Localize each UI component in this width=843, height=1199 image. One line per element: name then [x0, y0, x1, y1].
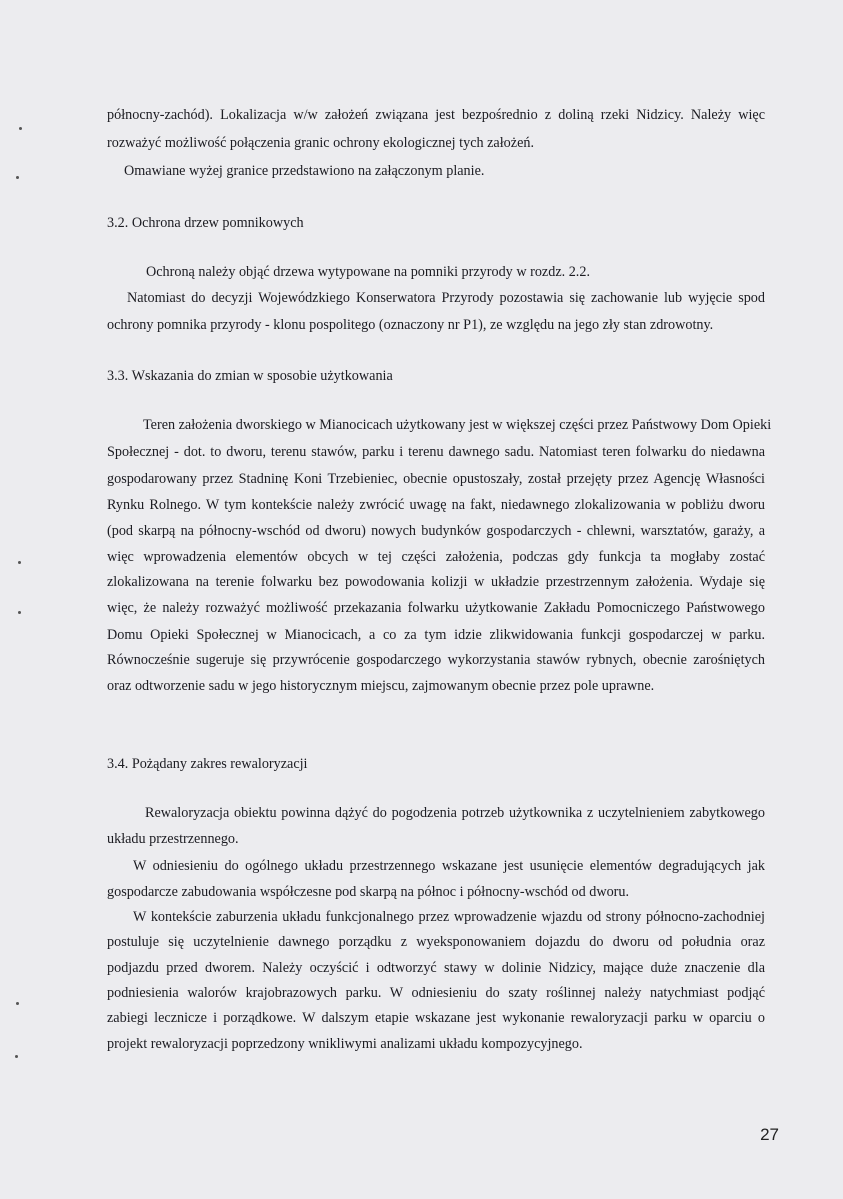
section-heading-3-3: 3.3. Wskazania do zmian w sposobie użytkowania [107, 368, 393, 384]
text-line: Ochroną należy objąć drzewa wytypowane na pomniki przyrody w rozdz. 2.2. [146, 264, 590, 280]
text-line: Natomiast do decyzji Wojewódzkiego Konserwatora Przyrody pozostawia się zachowanie lub wyjęcie spod [127, 290, 765, 306]
scan-speck [16, 176, 19, 179]
scan-speck [19, 127, 22, 130]
text-line: W kontekście zaburzenia układu funkcjonalnego przez wprowadzenie wjazdu od strony północno-zachodniej [133, 909, 765, 925]
text-line: Teren założenia dworskiego w Mianocicach użytkowany jest w większej części przez Państwowy Dom Opieki [143, 417, 772, 433]
text-line: oraz odtworzenie sadu w jego historycznym miejscu, zajmowanym obecnie przez pole uprawne. [107, 678, 655, 694]
text-line: gospodarcze zabudowania współczesne pod skarpą na północ i północny-wschód od dworu. [107, 884, 630, 900]
text-line: W odniesieniu do ogólnego układu przestrzennego wskazane jest usunięcie elementów degradujących jak [133, 858, 765, 874]
text-line: zabiegi lecznicze i porządkowe. W dalszym etapie wskazane jest wykonanie rewaloryzacji parku w oparciu o [107, 1010, 765, 1026]
scan-speck [16, 1002, 19, 1005]
text-line: (pod skarpą na północny-wschód od dworu) nowych budynków gospodarczych - chlewni, warsztatów, garaży, a [107, 523, 765, 539]
text-line: zlokalizowana na terenie folwarku bez powodowania kolizji w układzie przestrzennym założenia. Wydaje się [107, 574, 765, 590]
text-line: Rynku Rolnego. W tym kontekście należy zwrócić uwagę na fakt, niedawnego zlokalizowania w pobliżu dworu [107, 497, 765, 513]
text-line: podniesienia walorów krajobrazowych parku. W odniesieniu do szaty roślinnej należy natychmiast podjąć [107, 985, 765, 1001]
section-heading-3-4: 3.4. Pożądany zakres rewaloryzacji [107, 756, 308, 772]
scan-speck [18, 611, 21, 614]
text-line: projekt rewaloryzacji poprzedzony wnikliwymi analizami układu kompozycyjnego. [107, 1036, 583, 1052]
text-line: północny-zachód). Lokalizacja w/w założeń związana jest bezpośrednio z doliną rzeki Nidzicy. Należy więc [107, 107, 765, 123]
page-number: 27 [760, 1125, 779, 1144]
section-heading-3-2: 3.2. Ochrona drzew pomnikowych [107, 215, 304, 231]
text-line: postuluje się uczytelnienie dawnego porządku z wyeksponowaniem dojazdu do dworu od południa oraz [107, 934, 765, 950]
text-line: rozważyć możliwość połączenia granic ochrony ekologicznej tych założeń. [107, 135, 535, 151]
text-line: więc, że należy rozważyć możliwość przekazania folwarku użytkowanie Zakładu Pomocniczego Państwowego [107, 600, 765, 616]
text-line: Równocześnie sugeruje się przywrócenie gospodarczego wykorzystania stawów rybnych, obecnie zarośniętych [107, 652, 765, 668]
text-line: Omawiane wyżej granice przedstawiono na załączonym planie. [124, 163, 485, 179]
scan-speck [18, 561, 21, 564]
scan-speck [15, 1055, 18, 1058]
text-line: podjazdu przed dworem. Należy oczyścić i odtworzyć stawy w dolinie Nidzicy, mające duże znaczenie dla [107, 960, 765, 976]
text-line: Domu Opieki Społecznej w Mianocicach, a co za tym idzie zlikwidowania funkcji gospodarczej w parku. [107, 627, 765, 643]
text-line: układu przestrzennego. [107, 831, 239, 847]
text-line: Rewaloryzacja obiektu powinna dążyć do pogodzenia potrzeb użytkownika z uczytelnieniem zabytkowego [145, 805, 765, 821]
text-line: ochrony pomnika przyrody - klonu pospolitego (oznaczony nr P1), ze względu na jego zły stan zdrowotny. [107, 317, 714, 333]
text-line: więc wprowadzenia elementów obcych w tej części założenia, podczas gdy funkcja ta mogłaby zostać [107, 549, 765, 565]
text-line: Społecznej - dot. to dworu, terenu stawów, parku i terenu dawnego sadu. Natomiast teren folwarku do niedawna [107, 444, 765, 460]
text-line: gospodarowany przez Stadninę Koni Trzebieniec, obecnie opustoszały, został przejęty przez Agencję Własności [107, 471, 765, 487]
